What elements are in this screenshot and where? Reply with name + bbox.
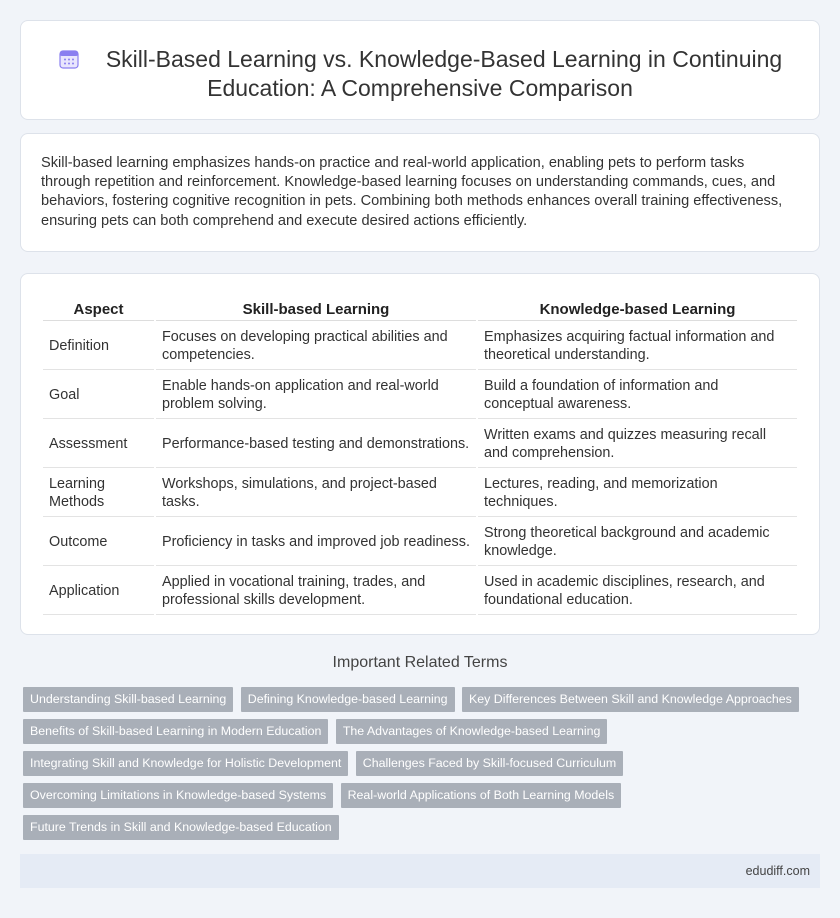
related-term-tag[interactable]: Overcoming Limitations in Knowledge-based Systems [23,783,333,808]
row-skill: Focuses on developing practical abilities and competencies. [156,323,476,370]
title-wrap [51,45,789,103]
table-row [43,323,797,370]
row-knowledge: Strong theoretical background and academic knowledge. [478,519,797,566]
related-term-tag[interactable]: Integrating Skill and Knowledge for Holistic Development [23,751,348,776]
row-knowledge: Written exams and quizzes measuring recall and comprehension. [478,421,797,468]
related-term-tag[interactable]: Understanding Skill-based Learning [23,687,233,712]
intro-card [20,133,820,252]
related-term-tag[interactable]: Challenges Faced by Skill-focused Curriculum [356,751,623,776]
row-aspect: Assessment [43,421,154,468]
row-aspect: Definition [43,323,154,370]
comparison-card [20,273,820,635]
related-term-tag[interactable]: Real-world Applications of Both Learning Models [341,783,622,808]
row-aspect: Application [43,568,154,615]
row-aspect: Outcome [43,519,154,566]
table-row [43,421,797,468]
table-row [43,372,797,419]
row-aspect: Learning Methods [43,470,154,517]
header-knowledge: Knowledge-based Learning [478,298,797,321]
related-term-tag[interactable]: Future Trends in Skill and Knowledge-based Education [23,815,339,840]
footer-bar [20,854,820,888]
page-title-text: Skill-Based Learning vs. Knowledge-Based Learning in Continuing Education: A Comprehensive Comparison [105,46,783,101]
header-skill: Skill-based Learning [156,298,476,321]
row-knowledge: Lectures, reading, and memorization techniques. [478,470,797,517]
calendar-icon [58,48,80,70]
row-skill: Applied in vocational training, trades, and professional skills development. [156,568,476,615]
row-skill: Workshops, simulations, and project-based tasks. [156,470,476,517]
table-row [43,568,797,615]
related-term-tag[interactable]: The Advantages of Knowledge-based Learning [336,719,608,744]
row-skill: Proficiency in tasks and improved job readiness. [156,519,476,566]
table-row [43,519,797,566]
row-skill: Enable hands-on application and real-world problem solving. [156,372,476,419]
footer-site-link[interactable]: edudiff.com [745,864,810,878]
row-skill: Performance-based testing and demonstrations. [156,421,476,468]
related-terms-list [23,687,813,847]
header-aspect: Aspect [43,298,154,321]
table-header-row [43,298,797,321]
table-row [43,470,797,517]
related-term-tag[interactable]: Defining Knowledge-based Learning [241,687,455,712]
row-knowledge: Used in academic disciplines, research, and foundational education. [478,568,797,615]
related-term-tag[interactable]: Key Differences Between Skill and Knowledge Approaches [462,687,799,712]
header-card [20,20,820,120]
row-knowledge: Build a foundation of information and conceptual awareness. [478,372,797,419]
comparison-table [41,296,799,617]
row-aspect: Goal [43,372,154,419]
intro-paragraph: Skill-based learning emphasizes hands-on practice and real-world application, enabling pets to perform tasks through repetition and reinforcement. Knowledge-based learning focuses on understanding commands, cues, and behaviors, fostering cognitive recognition in pets. Combining both methods enhances overall training effectiveness, ensuring pets can both comprehend and execute desired actions efficiently. [41,155,783,229]
related-term-tag[interactable]: Benefits of Skill-based Learning in Modern Education [23,719,328,744]
related-terms-title: Important Related Terms [332,654,508,671]
row-knowledge: Emphasizes acquiring factual information and theoretical understanding. [478,323,797,370]
page-title [51,45,789,103]
